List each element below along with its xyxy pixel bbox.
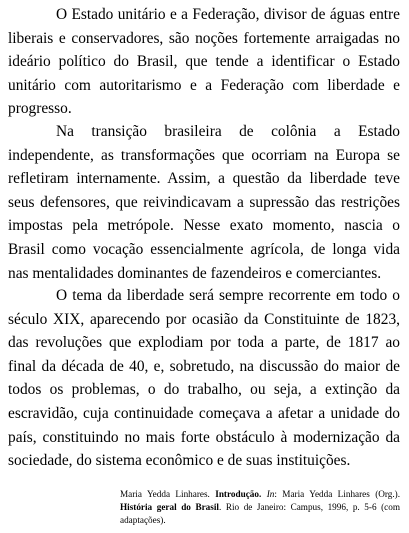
citation-details: . Rio de Janeiro: Campus, 1996, p. 5-6 (com adaptações). xyxy=(120,502,400,525)
source-citation xyxy=(120,488,400,527)
citation-author: Maria Yedda Linhares. xyxy=(120,489,210,499)
citation-in-label: In xyxy=(266,489,275,499)
citation-chapter: Introdução. xyxy=(215,489,262,499)
paragraph-2: Na transição brasileira de colônia a Estado independente, as transformações que ocorriam na Europa se refletiram internamente. Assim, a questão da liberdade teve seus defensores, que reivindicavam a supressão das restrições impostas pela metrópole. Nesse exato momento, nascia o Brasil como vocação essencialmente agrícola, de longa vida nas mentalidades dominantes de fazendeiros e comerciantes. xyxy=(8,123,400,282)
citation-editor: : Maria Yedda Linhares (Org.). xyxy=(274,489,401,499)
paragraph-1: O Estado unitário e a Federação, divisor de águas entre liberais e conservadores, são noções fortemente arraigadas no ideário político do Brasil, que tende a identificar o Estado unitário com autoritarismo e a Federação com liberdade e progresso. xyxy=(8,6,400,118)
paragraph-3: O tema da liberdade será sempre recorrente em todo o século XIX, aparecendo por ocasião da Constituinte de 1823, das revoluções que explodiam por toda a parte, de 1817 ao final da década de 40, e, sobretudo, na discussão do maior de todos os problemas, o do trabalho, ou seja, a extinção da escravidão, cuja continuidade começava a afetar a unidade do país, constituindo no mais forte obstáculo à modernização da sociedade, do sistema econômico e de suas instituições. xyxy=(8,287,400,470)
citation-book-title: História geral do Brasil xyxy=(120,502,219,512)
